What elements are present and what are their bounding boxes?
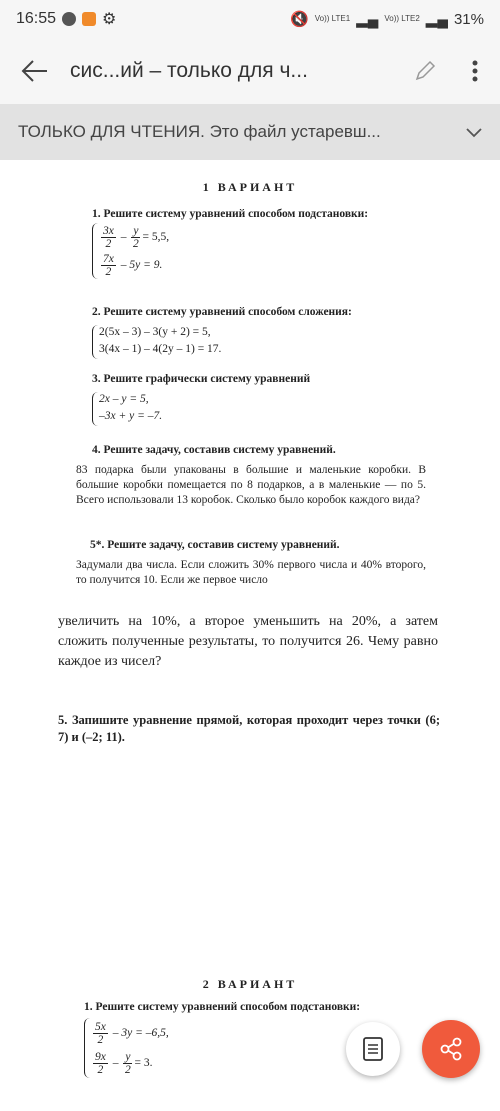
document-icon[interactable]	[346, 1022, 400, 1076]
task-5star-text: Задумали два числа. Если сложить 30% первого числа и 40% второго, то получится 10. Если же первое число	[76, 559, 426, 586]
more-vert-icon[interactable]	[450, 38, 500, 104]
status-time: 16:55	[16, 10, 57, 27]
battery-level: 31%	[453, 10, 484, 28]
task-5star-continuation: увеличить на 10%, а второе уменьшить на 20%, а затем сложить полученные результаты, то получится 26. Чему равно каждое из чисел?	[58, 614, 438, 669]
document-title: сис...ий – только для ч...	[70, 59, 308, 82]
task-3-title: 3. Решите графически систему уравнений	[92, 373, 311, 385]
banner-text: ТОЛЬКО ДЛЯ ЧТЕНИЯ. Это файл устаревш...	[18, 122, 381, 141]
pencil-icon[interactable]	[400, 38, 450, 104]
task-4-text: 83 подарка были упакованы в большие и маленькие коробки. В большие коробки помещается по 8 подарков, а в маленькие — по 5. Всего использовали 13 коробок. Сколько было коробок каждого вида?	[76, 464, 426, 506]
share-icon[interactable]	[422, 1020, 480, 1078]
mute-icon: 🔇	[290, 11, 309, 28]
network-2: Vo)) LTE2	[384, 14, 420, 23]
variant-2-heading: 2 ВАРИАНТ	[202, 977, 298, 991]
variant-2-task-1-title: 1. Решите систему уравнений способом подстановки:	[84, 1001, 361, 1013]
arrow-left-icon[interactable]	[0, 38, 70, 104]
chat-notification-icon	[62, 12, 76, 26]
app-bar	[0, 38, 500, 104]
variant-1-heading: 1 ВАРИАНТ	[202, 180, 298, 194]
task-5star-title: 5*. Решите задачу, составив систему уравнений.	[90, 539, 340, 551]
task-1-system: $\frac{3x}{2}$ – $\frac{y}{2}$ = 5,5, $\frac{7x}{2}$ – 5y = 9.	[92, 223, 272, 279]
task-2-system: 2(5x – 3) – 3(y + 2) = 5, 3(4x – 1) – 4(2y – 1) = 17.	[92, 325, 292, 359]
read-only-banner[interactable]	[0, 104, 500, 160]
task-5-text: 5. Запишите уравнение прямой, которая проходит через точки (6; 7) и (–2; 11).	[58, 713, 440, 744]
task-4-title: 4. Решите задачу, составив систему уравнений.	[92, 444, 336, 456]
chevron-down-icon[interactable]	[448, 121, 500, 144]
signal-1-icon: ▂▄	[356, 11, 379, 28]
status-bar	[0, 0, 500, 38]
variant-2-task-1-system: $\frac{5x}{2}$ – 3y = –6,5, $\frac{9x}{2}$ – $\frac{y}{2}$ = 3.	[84, 1018, 264, 1078]
task-3-system: 2x – y = 5, –3x + y = –7.	[92, 392, 222, 426]
network-1: Vo)) LTE1	[314, 14, 351, 23]
task-1-title: 1. Решите систему уравнений способом подстановки:	[92, 208, 369, 220]
settings-notification-icon: ⚙	[102, 11, 117, 28]
app-notification-icon	[82, 12, 96, 26]
task-2-title: 2. Решите систему уравнений способом сложения:	[92, 306, 352, 318]
signal-2-icon: ▂▄	[425, 11, 448, 28]
document-page[interactable]	[0, 160, 500, 1111]
